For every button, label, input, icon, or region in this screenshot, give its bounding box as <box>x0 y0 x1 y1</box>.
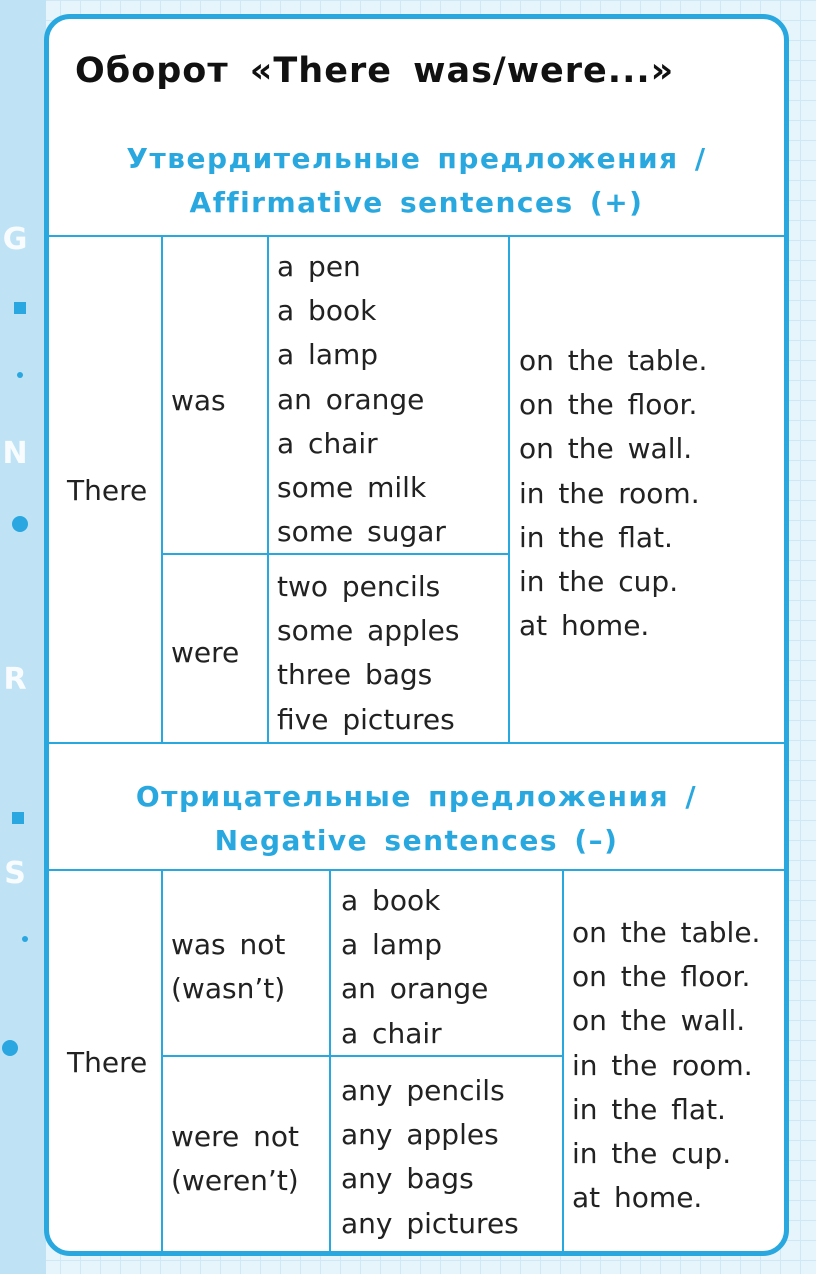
list-item: a chair <box>277 426 378 460</box>
table-border <box>49 869 784 871</box>
list-item: any bags <box>341 1162 474 1196</box>
affirmative-were-nouns <box>277 565 459 742</box>
list-item: some milk <box>277 471 427 505</box>
list-item: a lamp <box>341 928 443 962</box>
side-square-dot <box>12 812 24 824</box>
list-item: in the room. <box>572 1048 753 1082</box>
list-item: five pictures <box>277 702 455 736</box>
list-item: an orange <box>341 972 489 1006</box>
list-item: some sugar <box>277 515 446 549</box>
table-border <box>161 235 163 743</box>
list-item: a pen <box>277 250 361 283</box>
side-dot <box>12 516 28 532</box>
table-border <box>329 869 331 1251</box>
affirmative-was-nouns <box>277 245 446 554</box>
list-item: a chair <box>341 1016 442 1050</box>
list-item: any apples <box>341 1118 499 1152</box>
side-dot <box>2 1040 18 1056</box>
list-item: on the table. <box>519 344 708 377</box>
side-square-dot <box>14 302 26 314</box>
list-item: in the cup. <box>519 565 679 599</box>
list-item: any pictures <box>341 1206 519 1240</box>
side-letter: R <box>3 662 27 697</box>
negative-heading-ru: Отрицательные предложения / <box>135 780 698 813</box>
affirmative-subject: There <box>67 474 148 507</box>
list-item: at home. <box>572 1181 703 1215</box>
negative-subject: There <box>67 1046 148 1079</box>
affirmative-was-verb: was <box>171 384 226 417</box>
table-border <box>562 869 564 1251</box>
list-item: a book <box>341 884 441 917</box>
negative-were-verb-short: (weren’t) <box>171 1164 299 1197</box>
list-item: some apples <box>277 614 460 648</box>
side-dot <box>17 372 23 378</box>
side-decoration-strip <box>0 0 46 1274</box>
table-border <box>49 742 784 744</box>
list-item: in the flat. <box>572 1092 726 1126</box>
affirmative-places <box>519 339 707 648</box>
list-item: three bags <box>277 658 433 692</box>
affirmative-heading-en: Affirmative sentences (+) <box>189 186 644 219</box>
table-border <box>508 235 510 743</box>
table-border <box>267 235 269 743</box>
side-letter: S <box>4 856 26 891</box>
negative-was-nouns <box>341 879 488 1056</box>
side-dot <box>22 936 28 942</box>
list-item: in the cup. <box>572 1137 732 1171</box>
list-item: a lamp <box>277 338 379 372</box>
side-letter: N <box>2 436 28 471</box>
table-border <box>49 235 784 237</box>
list-item: an orange <box>277 382 425 416</box>
negative-was-verb-short: (wasn’t) <box>171 972 286 1005</box>
side-letter: G <box>2 222 28 257</box>
list-item: on the table. <box>572 916 761 949</box>
list-item: any pencils <box>341 1074 505 1107</box>
list-item: on the wall. <box>572 1004 746 1038</box>
list-item: a book <box>277 294 377 328</box>
list-item: on the floor. <box>572 960 751 994</box>
negative-places <box>572 911 760 1220</box>
negative-was-verb: was not <box>171 928 286 961</box>
grammar-card <box>44 14 789 1256</box>
table-border <box>161 869 163 1251</box>
list-item: on the wall. <box>519 432 693 466</box>
list-item: two pencils <box>277 570 441 603</box>
list-item: at home. <box>519 609 650 643</box>
list-item: in the room. <box>519 476 700 510</box>
affirmative-were-verb: were <box>171 636 240 669</box>
negative-heading-en: Negative sentences (–) <box>214 824 619 857</box>
affirmative-heading-ru: Утвердительные предложения / <box>126 142 707 175</box>
list-item: in the flat. <box>519 520 673 554</box>
card-title: Оборот «There was/were...» <box>75 51 675 91</box>
negative-were-verb: were not <box>171 1120 300 1153</box>
list-item: on the floor. <box>519 388 698 422</box>
negative-were-nouns <box>341 1069 519 1246</box>
